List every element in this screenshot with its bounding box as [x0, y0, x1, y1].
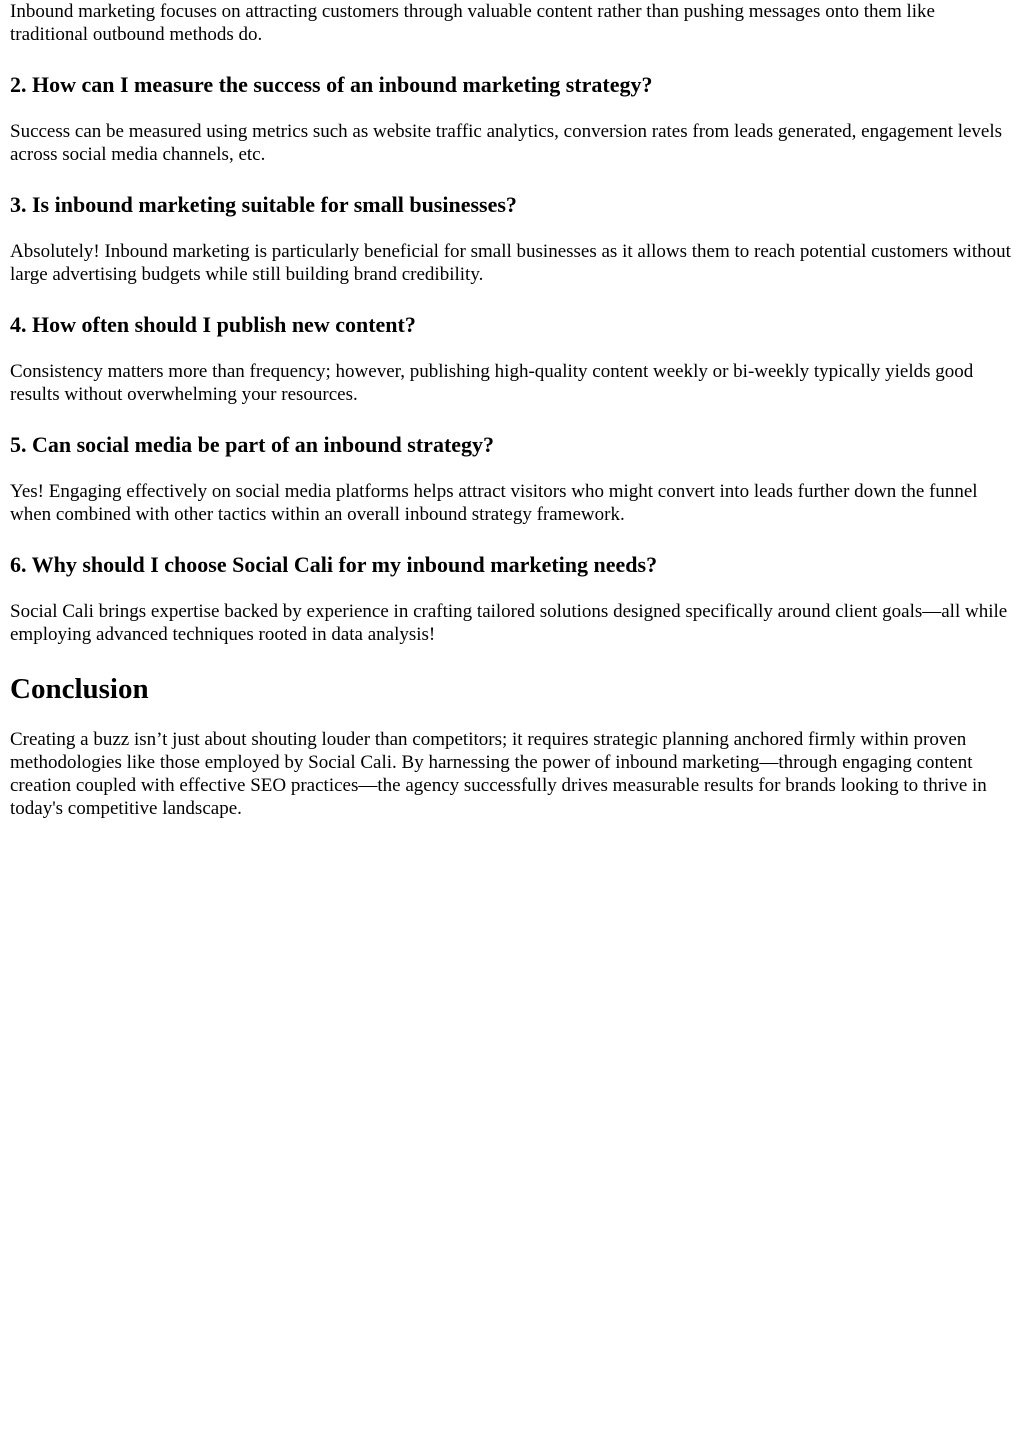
faq-answer-4: Consistency matters more than frequency; however, publishing high-quality content weekly or bi-weekly typically yields good results without overwhelming your resources. — [10, 361, 974, 405]
faq-answer-5: Yes! Engaging effectively on social media platforms helps attract visitors who might convert into leads further down the funnel when combined with other tactics within an overall inbound strategy framework. — [10, 481, 978, 525]
faq-answer-1: Inbound marketing focuses on attracting customers through valuable content rather than pushing messages onto them like traditional outbound methods do. — [10, 1, 935, 45]
conclusion-text: Creating a buzz isn’t just about shouting louder than competitors; it requires strategic planning anchored firmly within proven methodologies like those employed by Social Cali. By harnessing the power of inbound marketing—through engaging content creation coupled with effective SEO practices—the agency successfully drives measurable results for brands looking to thrive in today's competitive landscape. — [10, 729, 987, 819]
faq-answer-6: Social Cali brings expertise backed by experience in crafting tailored solutions designed specifically around client goals—all while employing advanced techniques rooted in data analysis! — [10, 601, 1008, 645]
faq-answer-3: Absolutely! Inbound marketing is particularly beneficial for small businesses as it allows them to reach potential customers without large advertising budgets while still building brand credibility. — [10, 241, 1011, 285]
faq-question-2: 2. How can I measure the success of an inbound marketing strategy? — [10, 72, 653, 97]
faq-answer-2: Success can be measured using metrics such as website traffic analytics, conversion rates from leads generated, engagement levels across social media channels, etc. — [10, 121, 1003, 165]
faq-question-3: 3. Is inbound marketing suitable for small businesses? — [10, 192, 517, 217]
faq-question-5: 5. Can social media be part of an inbound strategy? — [10, 432, 495, 457]
conclusion-heading: Conclusion — [10, 673, 149, 705]
faq-question-4: 4. How often should I publish new content? — [10, 312, 416, 337]
faq-question-6: 6. Why should I choose Social Cali for my inbound marketing needs? — [10, 552, 658, 577]
